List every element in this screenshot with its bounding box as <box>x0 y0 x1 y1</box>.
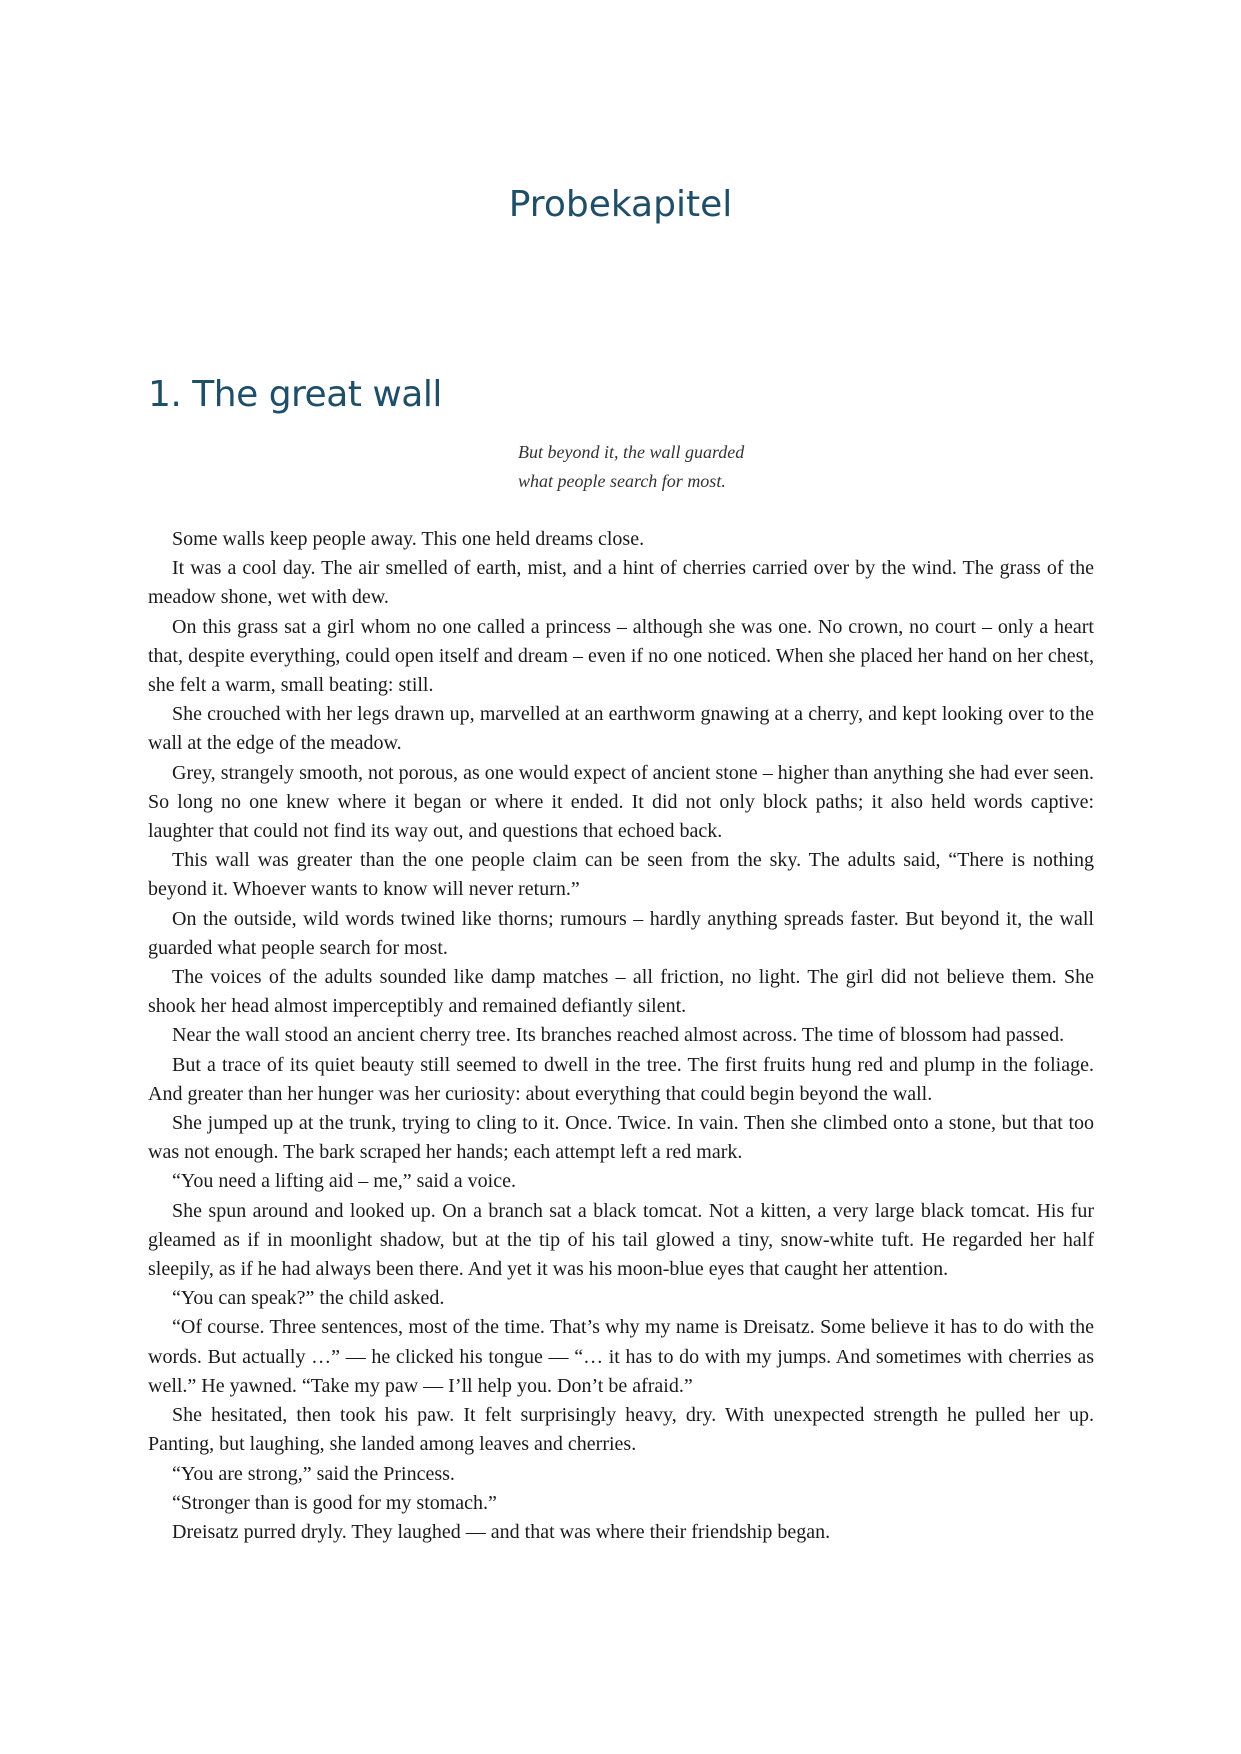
paragraph: She hesitated, then took his paw. It felt surprisingly heavy, dry. With unexpected strength he pulled her up. Panting, but laughing, she landed among leaves and cherries. <box>148 1404 1094 1456</box>
paragraph: “You need a lifting aid – me,” said a voice. <box>172 1170 516 1193</box>
paragraph: Near the wall stood an ancient cherry tree. Its branches reached almost across. The time of blossom had passed. <box>172 1024 1065 1047</box>
paragraph: This wall was greater than the one people claim can be seen from the sky. The adults said, “There is nothing beyond it. Whoever wants to know will never return.” <box>148 849 1094 901</box>
paragraph: Grey, strangely smooth, not porous, as one would expect of ancient stone – higher than anything she had ever seen. So long no one knew where it began or where it ended. It did not only block paths; it also held words captive: laughter that could not find its way out, and questions that echoed back. <box>148 761 1094 843</box>
paragraph: The voices of the adults sounded like damp matches – all friction, no light. The girl did not believe them. She shook her head almost imperceptibly and remained defiantly silent. <box>148 966 1094 1018</box>
paragraph: “Of course. Three sentences, most of the time. That’s why my name is Dreisatz. Some believe it has to do with the words. But actually …” — he clicked his tongue — “… it has to do with my jumps. And sometimes with cherries as well.” He yawned. “Take my paw — I’ll help you. Don’t be afraid.” <box>148 1316 1094 1397</box>
paragraph: But a trace of its quiet beauty still seemed to dwell in the tree. The first fruits hung red and plump in the foliage. And greater than her hunger was her curiosity: about everything that could begin beyond the wall. <box>148 1053 1094 1105</box>
paragraph: She jumped up at the trunk, trying to cling to it. Once. Twice. In vain. Then she climbed onto a stone, but that too was not enough. The bark scraped her hands; each attempt left a red mark. <box>148 1112 1094 1164</box>
epigraph <box>518 438 744 496</box>
paragraph: On this grass sat a girl whom no one called a princess – although she was one. No crown, no court – only a heart that, despite everything, could open itself and dream – even if no one noticed. When she placed her hand on her chest, she felt a warm, small beating: still. <box>148 615 1094 697</box>
document-title: Probekapitel <box>508 184 733 225</box>
chapter-body <box>148 525 1094 1547</box>
paragraph: Some walls keep people away. This one held dreams close. <box>172 528 645 550</box>
paragraph: “Stronger than is good for my stomach.” <box>172 1491 497 1514</box>
paragraph: “You can speak?” the child asked. <box>172 1287 445 1310</box>
paragraph: She crouched with her legs drawn up, marvelled at an earthworm gnawing at a cherry, and kept looking over to the wall at the edge of the meadow. <box>148 703 1094 755</box>
paragraph: It was a cool day. The air smelled of earth, mist, and a hint of cherries carried over by the wind. The grass of the meadow shone, wet with dew. <box>148 557 1094 609</box>
paragraph: “You are strong,” said the Princess. <box>172 1462 455 1485</box>
paragraph: Dreisatz purred dryly. They laughed — and that was where their friendship began. <box>172 1520 831 1543</box>
paragraph: She spun around and looked up. On a branch sat a black tomcat. Not a kitten, a very large black tomcat. His fur gleamed as if in moonlight shadow, but at the tip of his tail glowed a tiny, snow-white tuft. He regarded her half sleepily, as if he had always been there. And yet it was his moon-blue eyes that caught her attention. <box>148 1199 1094 1281</box>
chapter-heading: 1. The great wall <box>148 374 442 415</box>
epigraph-line: But beyond it, the wall guarded <box>518 442 745 462</box>
paragraph: On the outside, wild words twined like thorns; rumours – hardly anything spreads faster. But beyond it, the wall guarded what people search for most. <box>148 907 1094 959</box>
epigraph-line: what people search for most. <box>518 471 726 491</box>
